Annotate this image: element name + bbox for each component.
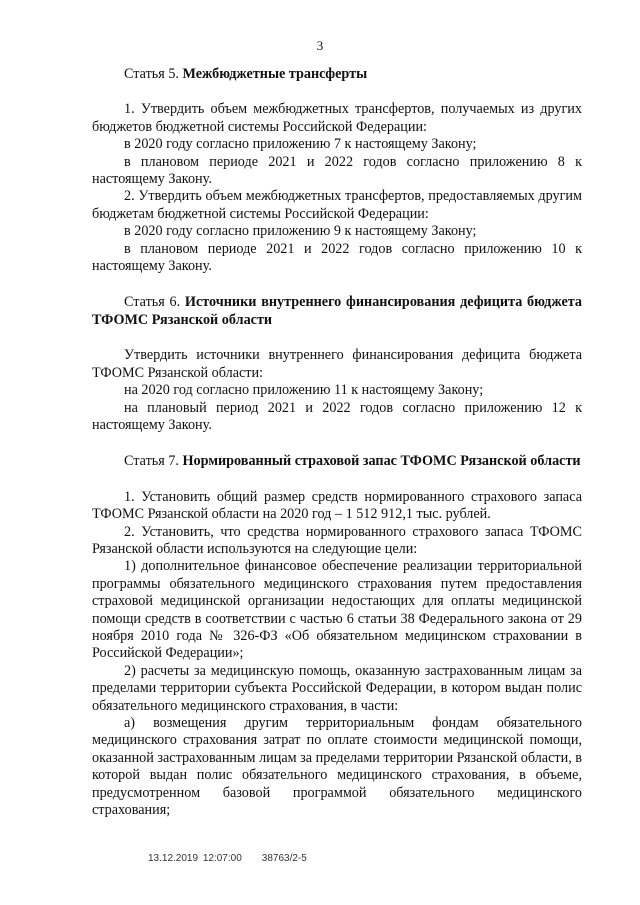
article-6-heading [92, 294, 582, 329]
article-5-title: Межбюджетные трансферты [182, 66, 368, 82]
article-6-title: Источники внутреннего финансирования дефицита бюджета ТФОМС Рязанской области [92, 294, 582, 328]
document-body [92, 66, 582, 819]
article-5-paragraph: 1. Утвердить объем межбюджетных трансфертов, получаемых из других бюджетов бюджетной системы Российской Федерации: [92, 101, 582, 135]
page-number: 3 [316, 38, 324, 53]
article-5-paragraph: в плановом периоде 2021 и 2022 годов согласно приложению 10 к настоящему Закону. [92, 240, 582, 275]
article-5-paragraph: 2. Утвердить объем межбюджетных трансфертов, предоставляемых другим бюджетам бюджетной системы Российской Федерации: [92, 188, 582, 222]
article-5-label: Статья 5. [124, 66, 183, 82]
article-7-title: Нормированный страховой запас ТФОМС Рязанской области [182, 453, 581, 470]
article-5-paragraph: в 2020 году согласно приложению 9 к настоящему Закону; [124, 223, 477, 240]
article-5-paragraph: в 2020 году согласно приложению 7 к настоящему Закону; [124, 136, 477, 153]
footer-timestamp: 13.12.2019 12:07:00 [148, 853, 242, 864]
article-5-paragraph: в плановом периоде 2021 и 2022 годов согласно приложению 8 к настоящему Закону. [92, 153, 582, 188]
article-7-paragraph: 1) дополнительное финансовое обеспечение реализации территориальной программы обязательного медицинского страхования путем предоставления страховой медицинской организации недостающих для оплаты медицинской помощи средств в соответствии с частью 6 статьи 38 Федерального закона от 29 ноября 2010 года № 326-ФЗ «Об обязательном медицинском страховании в Российской Федерации»; [92, 558, 582, 662]
article-7-paragraph: 2. Установить, что средства нормированного страхового запаса ТФОМС Рязанской области используются на следующие цели: [92, 523, 582, 557]
article-6-label: Статья 6. [124, 294, 185, 311]
article-7-paragraph: 1. Установить общий размер средств нормированного страхового запаса ТФОМС Рязанской области на 2020 год – 1 512 912,1 тыс. рублей. [92, 488, 582, 523]
article-7-paragraph: а) возмещения другим территориальным фондам обязательного медицинского страхования затрат по оплате стоимости медицинской помощи, оказанной застрахованным лицам за пределами территории Рязанской области, в которой выдан полис обязательного медицинского страхования, в объеме, предусмотренном базовой программой обязательного медицинского страхования; [92, 715, 582, 819]
article-7-paragraph: 2) расчеты за медицинскую помощь, оказанную застрахованным лицам за пределами территории субъекта Российской Федерации, в котором выдан полис обязательного медицинского страхования, в части: [92, 662, 582, 714]
footer-doc-id: 38763/2-5 [261, 853, 307, 864]
article-6-paragraph: на плановый период 2021 и 2022 годов согласно приложению 12 к настоящему Закону. [92, 399, 582, 433]
article-7-label: Статья 7. [124, 453, 183, 470]
article-5-heading [92, 66, 582, 83]
article-6-paragraph: Утвердить источники внутреннего финансирования дефицита бюджета ТФОМС Рязанской области: [92, 347, 582, 381]
document-footer [148, 853, 307, 864]
article-7-heading [92, 453, 582, 470]
article-6-paragraph: на 2020 год согласно приложению 11 к настоящему Закону; [124, 382, 484, 399]
